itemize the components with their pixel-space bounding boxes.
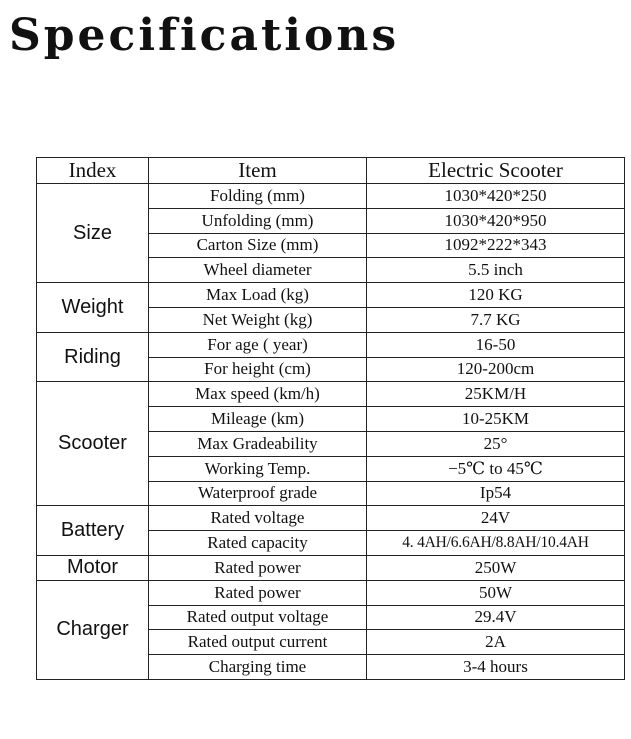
value-cell: 50W [367, 580, 625, 605]
table-row [37, 184, 625, 209]
item-cell: Rated power [149, 555, 367, 580]
value-cell: 1030*420*250 [367, 184, 625, 209]
value-cell: 16-50 [367, 332, 625, 357]
item-cell: Mileage (km) [149, 407, 367, 432]
table-row [37, 283, 625, 308]
value-cell: 120-200cm [367, 357, 625, 382]
item-cell: Max speed (km/h) [149, 382, 367, 407]
table-row [37, 332, 625, 357]
value-cell: 250W [367, 555, 625, 580]
value-cell: 7.7 KG [367, 307, 625, 332]
item-cell: Rated power [149, 580, 367, 605]
item-cell: Rated voltage [149, 506, 367, 531]
category-battery: Battery [37, 506, 149, 556]
table-row [37, 580, 625, 605]
value-cell: 120 KG [367, 283, 625, 308]
item-cell: Unfolding (mm) [149, 208, 367, 233]
value-cell: 1030*420*950 [367, 208, 625, 233]
value-cell: 4. 4AH/6.6AH/8.8AH/10.4AH [367, 531, 625, 556]
table-row [37, 382, 625, 407]
item-cell: Rated output current [149, 630, 367, 655]
item-cell: For height (cm) [149, 357, 367, 382]
value-cell: 3-4 hours [367, 655, 625, 680]
value-cell: Ip54 [367, 481, 625, 506]
category-riding: Riding [37, 332, 149, 382]
value-cell: 2A [367, 630, 625, 655]
table-header-row [37, 158, 625, 184]
value-cell: 25KM/H [367, 382, 625, 407]
item-cell: Rated capacity [149, 531, 367, 556]
header-item: Item [149, 158, 367, 184]
item-cell: Working Temp. [149, 456, 367, 481]
table-row [37, 555, 625, 580]
header-index: Index [37, 158, 149, 184]
value-cell: 1092*222*343 [367, 233, 625, 258]
item-cell: Waterproof grade [149, 481, 367, 506]
table-row [37, 506, 625, 531]
page-title: Specifications [9, 10, 400, 61]
item-cell: Net Weight (kg) [149, 307, 367, 332]
value-cell: 10-25KM [367, 407, 625, 432]
category-charger: Charger [37, 580, 149, 679]
value-cell: 24V [367, 506, 625, 531]
item-cell: Wheel diameter [149, 258, 367, 283]
value-cell: 29.4V [367, 605, 625, 630]
item-cell: Carton Size (mm) [149, 233, 367, 258]
category-scooter: Scooter [37, 382, 149, 506]
value-cell: −5℃ to 45℃ [367, 456, 625, 481]
category-motor: Motor [37, 555, 149, 580]
item-cell: Folding (mm) [149, 184, 367, 209]
specifications-table [36, 157, 625, 680]
value-cell: 5.5 inch [367, 258, 625, 283]
item-cell: Rated output voltage [149, 605, 367, 630]
value-cell: 25° [367, 431, 625, 456]
category-weight: Weight [37, 283, 149, 333]
category-size: Size [37, 184, 149, 283]
item-cell: Max Gradeability [149, 431, 367, 456]
item-cell: Max Load (kg) [149, 283, 367, 308]
item-cell: Charging time [149, 655, 367, 680]
header-product: Electric Scooter [367, 158, 625, 184]
item-cell: For age ( year) [149, 332, 367, 357]
